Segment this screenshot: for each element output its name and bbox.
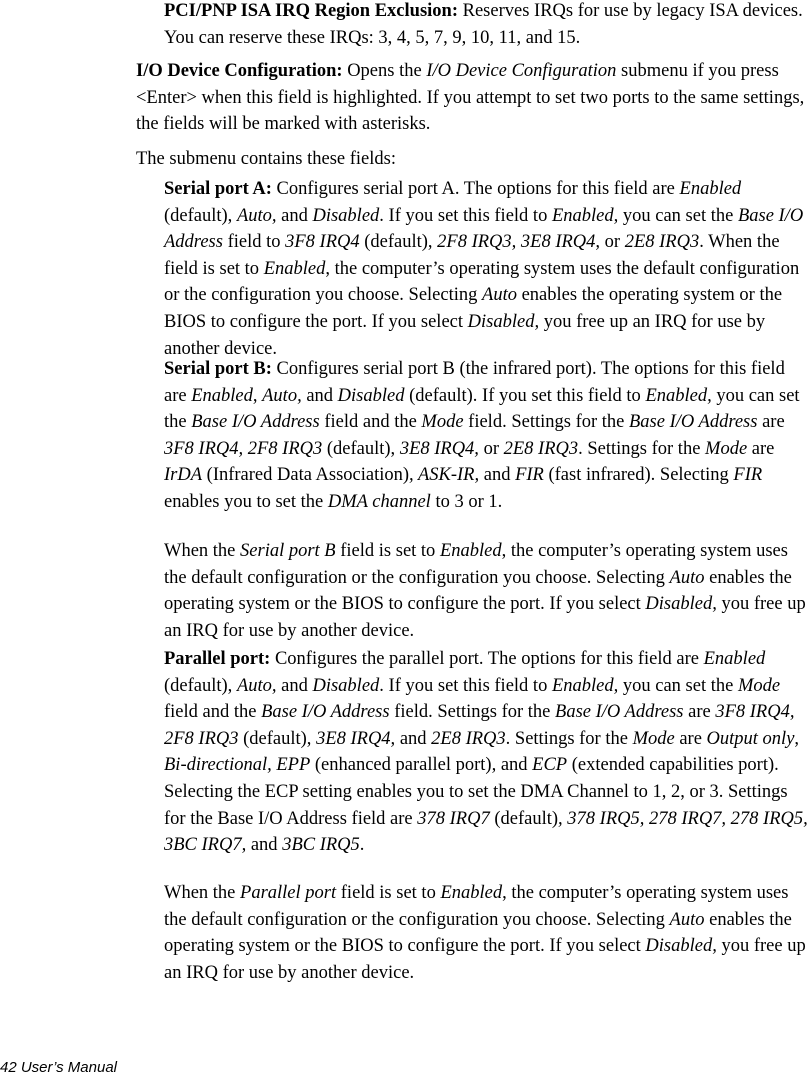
parallel-port-paragraph: Parallel port: Configures the parallel port. The options for this field are Enabled (default), Auto, and Disabled. If you set this field to Enabled, you can set the Mode field and the Base I/O Address field. Settings for the Base I/O Address are 3F8 IRQ4, 2F8 IRQ3 (default), 3E8 IRQ4, and 2E8 IRQ3. Settings for the Mode are Output only, Bi-directional, EPP (enhanced parallel port), and ECP (extended capabilities port). Selecting the ECP setting enables you to set the DMA Channel to 1, 2, or 3. Settings for the Base I/O Address field are 378 IRQ7 (default), 378 IRQ5, 278 IRQ7, 278 IRQ5, 3BC IRQ7, and 3BC IRQ5. [164,649,808,856]
submenu-intro: The submenu contains these fields: [136,149,396,169]
pci-irq-exclusion-paragraph: PCI/PNP ISA IRQ Region Exclusion: Reserves IRQs for use by legacy ISA devices. You can reserve these IRQs: 3, 4, 5, 7, 9, 10, 11, and 15. [164,1,803,48]
term: Parallel port: [164,649,271,669]
serial-port-b-paragraph: Serial port B: Configures serial port B (the infrared port). The options for this field are Enabled, Auto, and Disabled (default). If you set this field to Enabled, you can set the Base I/O Address field and the Mode field. Settings for the Base I/O Address are 3F8 IRQ4, 2F8 IRQ3 (default), 3E8 IRQ4, or 2E8 IRQ3. Settings for the Mode are IrDA (Infrared Data Association), ASK-IR, and FIR (fast infrared). Selecting FIR enables you to set the DMA channel to 3 or 1. [164,359,800,512]
serial-port-a-paragraph: Serial port A: Configures serial port A. The options for this field are Enabled (default), Auto, and Disabled. If you set this field to Enabled, you can set the Base I/O Address field to 3F8 IRQ4 (default), 2F8 IRQ3, 3E8 IRQ4, or 2E8 IRQ3. When the field is set to Enabled, the computer’s operating system uses the default configuration or the configuration you choose. Selecting Auto enables the operating system or the BIOS to configure the port. If you select Disabled, you free up an IRQ for use by another device. [164,179,804,359]
page-footer: 42 User’s Manual [0,1059,118,1076]
term: Serial port B: [164,359,272,379]
term: PCI/PNP ISA IRQ Region Exclusion: [164,1,458,21]
io-device-configuration-paragraph: I/O Device Configuration: Opens the I/O Device Configuration submenu if you press <Enter> when this field is highlighted. If you attempt to set two ports to the same settings, the fields will be marked with asterisks. [136,61,805,135]
term: Serial port A: [164,179,272,199]
parallel-port-enabled-note: When the Parallel port field is set to Enabled, the computer’s operating system uses the default configuration or the configuration you choose. Selecting Auto enables the operating system or the BIOS to configure the port. If you select Disabled, you free up an IRQ for use by another device. [164,883,806,983]
serial-port-b-enabled-note: When the Serial port B field is set to Enabled, the computer’s operating system uses the default configuration or the configuration you choose. Selecting Auto enables the operating system or the BIOS to configure the port. If you select Disabled, you free up an IRQ for use by another device. [164,541,806,641]
term: I/O Device Configuration: [136,61,343,81]
